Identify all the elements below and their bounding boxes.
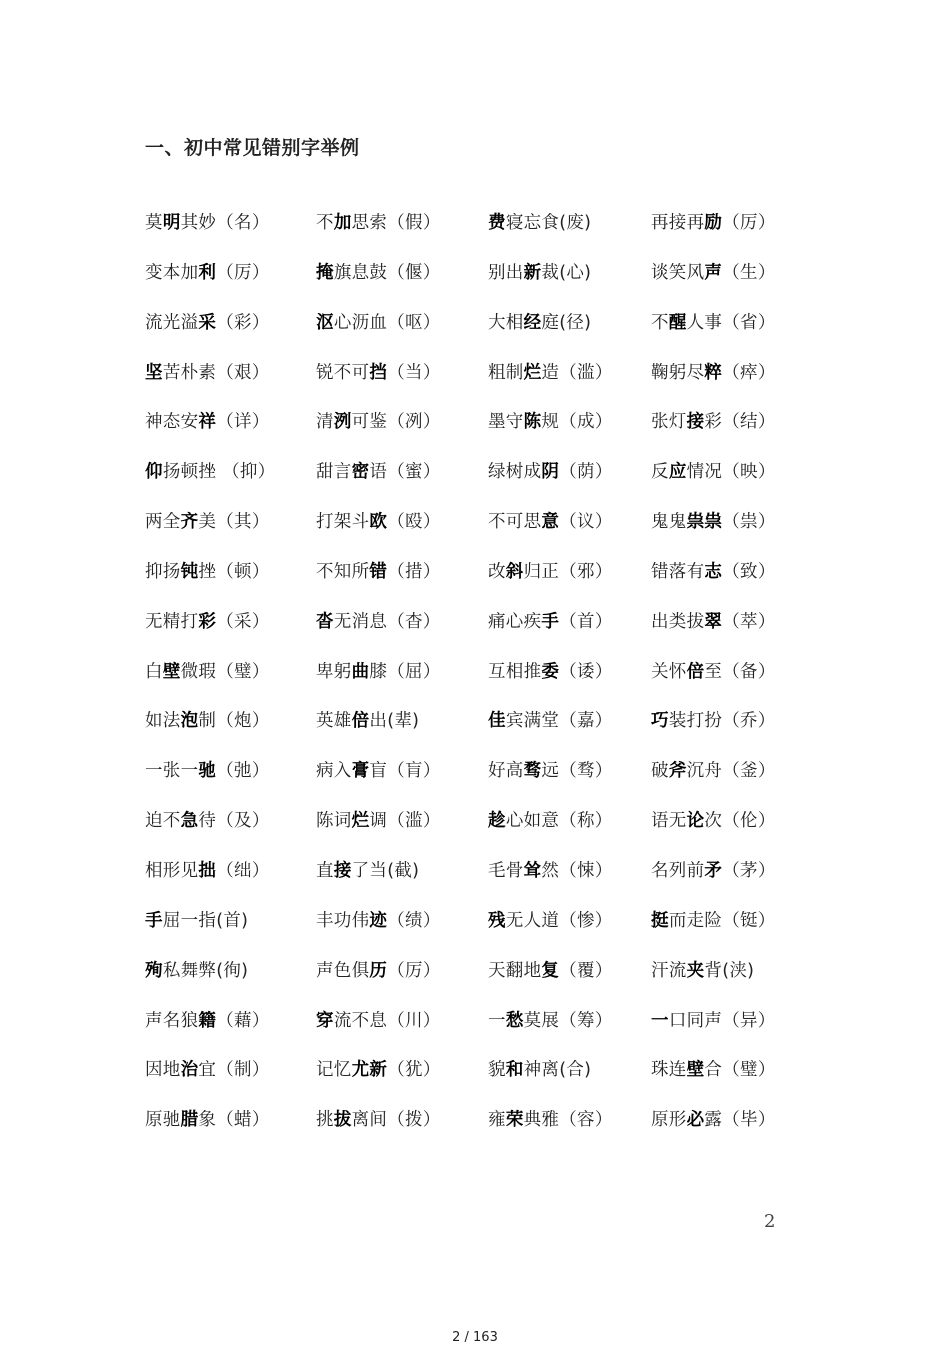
entry-suffix: （厉）	[216, 262, 270, 283]
entry-suffix: 出(辈)	[369, 711, 420, 732]
word-entry	[316, 857, 419, 882]
entry-prefix: 毛骨	[488, 860, 524, 881]
entry-suffix: 无消息（杳）	[333, 611, 441, 632]
typo-character: 密	[351, 462, 370, 483]
typo-character: 坚	[145, 362, 163, 383]
word-entry	[651, 458, 776, 483]
word-entry	[488, 458, 613, 483]
entry-prefix: 天翻地	[488, 960, 542, 981]
entry-suffix: 露（毕）	[704, 1110, 776, 1131]
entry-prefix: 再接再	[651, 213, 705, 233]
typo-character: 历	[369, 960, 388, 981]
entry-prefix: 声名狼	[145, 1010, 199, 1031]
typo-character: 佳	[488, 711, 506, 732]
typo-character: 荣	[505, 1110, 524, 1131]
entry-suffix: 调（滥）	[369, 811, 441, 832]
word-entry	[145, 259, 270, 284]
word-entry	[651, 707, 776, 732]
typo-character: 拔	[333, 1110, 352, 1131]
typo-character: 治	[180, 1060, 199, 1081]
entry-prefix: 不	[651, 312, 669, 333]
word-entry	[316, 658, 441, 683]
entry-suffix: （厉）	[722, 213, 776, 233]
entry-suffix: （首）	[559, 611, 613, 632]
entry-suffix: 私舞弊(徇)	[162, 960, 249, 981]
typo-character: 手	[541, 611, 560, 632]
entry-suffix: 然（悚）	[541, 860, 613, 881]
entry-prefix: 绿树成	[488, 462, 542, 483]
word-entry	[145, 558, 270, 583]
entry-suffix: （厉）	[387, 960, 441, 981]
typo-character: 挡	[369, 362, 388, 383]
typo-character: 委	[541, 661, 560, 682]
typo-character: 欧	[369, 512, 388, 533]
entry-prefix: 语无	[651, 811, 687, 832]
entry-prefix: 谈笑风	[651, 262, 705, 283]
typo-character: 烂	[523, 362, 542, 383]
entry-prefix: 英雄	[316, 711, 352, 732]
word-entry	[651, 558, 776, 583]
typo-character: 仰	[145, 462, 163, 483]
typo-character: 陈	[523, 412, 542, 433]
entry-suffix: 而走险（铤）	[668, 910, 776, 931]
entry-suffix: 挫（顿）	[198, 561, 270, 582]
entry-suffix: 寝忘食(废)	[505, 213, 592, 233]
word-entry	[651, 857, 776, 882]
entry-suffix: 宾满堂（嘉）	[505, 711, 613, 732]
entry-prefix: 如法	[145, 711, 181, 732]
typo-character: 壁	[686, 1060, 705, 1081]
entry-prefix: 白	[145, 661, 163, 682]
word-entry	[316, 508, 441, 533]
entry-suffix: 造（滥）	[541, 362, 613, 383]
entry-suffix: 膝（屈）	[369, 661, 441, 682]
typo-character: 加	[333, 213, 352, 233]
typo-character: 声	[704, 262, 723, 283]
typo-character: 利	[198, 262, 217, 283]
word-entry	[145, 359, 270, 384]
entry-prefix: 因地	[145, 1060, 181, 1081]
typo-character: 倍	[351, 711, 370, 732]
entry-suffix: （绌）	[216, 860, 270, 881]
entry-suffix: 背(浃)	[704, 960, 755, 981]
word-entry	[316, 807, 441, 832]
entry-suffix: 待（及）	[198, 811, 270, 832]
typo-character: 采	[198, 312, 217, 333]
typo-character: 矛	[704, 860, 723, 881]
entry-prefix: 声色俱	[316, 960, 370, 981]
typo-character: 趁	[488, 811, 506, 832]
word-entry	[488, 1056, 591, 1081]
word-entry	[651, 359, 776, 384]
typo-character: 籍	[198, 1010, 217, 1031]
entry-suffix: （采）	[216, 611, 270, 632]
entry-prefix: 病入	[316, 761, 352, 782]
entry-suffix: 情况（映）	[686, 462, 776, 483]
entry-suffix: 美（其）	[198, 512, 270, 533]
word-entry	[488, 658, 613, 683]
entry-suffix: （生）	[722, 262, 776, 283]
entry-prefix: 墨守	[488, 412, 524, 433]
entry-suffix: 远（骛）	[541, 761, 613, 782]
typo-character: 泡	[180, 711, 199, 732]
word-entry	[488, 757, 613, 782]
typo-character: 接	[333, 860, 352, 881]
entry-prefix: 关怀	[651, 661, 687, 682]
typo-character: 接	[686, 412, 705, 433]
entry-suffix: 离间（拨）	[351, 1110, 441, 1131]
entry-prefix: 丰功伟	[316, 910, 370, 931]
entry-prefix: 一	[488, 1010, 506, 1031]
entry-prefix: 互相推	[488, 661, 542, 682]
typo-character: 费	[488, 213, 506, 233]
word-entry	[488, 1106, 613, 1131]
entry-suffix: （当）	[387, 362, 441, 383]
entry-suffix: 神离(合)	[523, 1060, 592, 1081]
entry-prefix: 神态安	[145, 412, 199, 433]
typo-character: 明	[162, 213, 181, 233]
word-entry	[316, 907, 441, 932]
word-entry	[651, 1056, 776, 1081]
word-entry	[316, 757, 441, 782]
entry-prefix: 好高	[488, 761, 524, 782]
entry-suffix: 盲（肓）	[369, 761, 441, 782]
word-entry	[145, 1106, 270, 1131]
word-entry	[488, 807, 613, 832]
typo-character: 复	[541, 960, 560, 981]
word-entry	[488, 558, 613, 583]
typo-character: 拙	[198, 860, 217, 881]
typo-character: 钝	[180, 561, 199, 582]
entry-prefix: 大相	[488, 312, 524, 333]
typo-character: 腊	[180, 1110, 199, 1131]
entry-prefix: 貌	[488, 1060, 506, 1081]
entry-prefix: 反	[651, 462, 669, 483]
word-entry	[651, 757, 776, 782]
entry-prefix: 原驰	[145, 1110, 181, 1131]
entry-suffix: （措）	[387, 561, 441, 582]
word-entry	[145, 707, 270, 732]
entry-suffix: 旗息鼓（偃）	[333, 262, 441, 283]
typo-character: 祥	[198, 412, 217, 433]
entry-prefix: 别出	[488, 262, 524, 283]
entry-prefix: 珠连	[651, 1060, 687, 1081]
word-entry	[651, 907, 776, 932]
typo-character: 愁	[505, 1010, 524, 1031]
entry-suffix: （殴）	[387, 512, 441, 533]
entry-prefix: 不可思	[488, 512, 542, 533]
entry-suffix: 装打扮（乔）	[668, 711, 776, 732]
entry-suffix: 莫展（筹）	[523, 1010, 613, 1031]
word-entry	[316, 707, 419, 732]
entry-prefix: 粗制	[488, 362, 524, 383]
word-entry	[145, 508, 270, 533]
entry-prefix: 无精打	[145, 611, 199, 632]
typo-character: 膏	[351, 761, 370, 782]
typo-character: 驰	[198, 761, 217, 782]
word-entry	[145, 857, 270, 882]
entry-prefix: 一张一	[145, 761, 199, 782]
typo-character: 曲	[351, 661, 370, 682]
entry-suffix: 象（蜡）	[198, 1110, 270, 1131]
entry-suffix: 至（备）	[704, 661, 776, 682]
entry-suffix: 心如意（称）	[505, 811, 613, 832]
entry-prefix: 出类拔	[651, 611, 705, 632]
word-entry	[651, 957, 754, 982]
entry-suffix: （弛）	[216, 761, 270, 782]
word-entry	[488, 907, 613, 932]
typo-character: 彩	[198, 611, 217, 632]
word-entry	[145, 408, 270, 433]
word-entry	[316, 1056, 441, 1081]
word-entry	[316, 408, 441, 433]
typo-character: 经	[523, 312, 542, 333]
entry-suffix: 合（璧）	[704, 1060, 776, 1081]
typo-character: 夹	[686, 960, 705, 981]
typo-character: 斜	[505, 561, 524, 582]
typo-character: 意	[541, 512, 560, 533]
entry-prefix: 清	[316, 412, 334, 433]
word-entry	[145, 458, 275, 483]
entry-suffix: （致）	[722, 561, 776, 582]
entry-prefix: 汗流	[651, 960, 687, 981]
entry-suffix: 其妙（名）	[180, 213, 270, 233]
entry-suffix: 口同声（异）	[668, 1010, 776, 1031]
typo-character: 翠	[704, 611, 723, 632]
typo-character: 齐	[180, 512, 199, 533]
entry-prefix: 卑躬	[316, 661, 352, 682]
typo-character: 急	[180, 811, 199, 832]
entry-prefix: 不	[316, 213, 334, 233]
entry-prefix: 莫	[145, 213, 163, 233]
entry-suffix: （藉）	[216, 1010, 270, 1031]
entry-suffix: 沉舟（釜）	[686, 761, 776, 782]
entry-suffix: （犹）	[387, 1060, 441, 1081]
word-entry	[145, 1056, 270, 1081]
typo-character: 洌	[333, 412, 352, 433]
entry-prefix: 流光溢	[145, 312, 199, 333]
entry-suffix: （茅）	[722, 860, 776, 881]
word-entry	[488, 359, 613, 384]
entry-prefix: 直	[316, 860, 334, 881]
word-entry	[145, 1007, 270, 1032]
word-entry	[145, 209, 270, 234]
typo-character: 必	[686, 1110, 705, 1131]
entry-prefix: 雍	[488, 1110, 506, 1131]
entry-suffix: 制（炮）	[198, 711, 270, 732]
entry-suffix: （萃）	[722, 611, 776, 632]
word-entry	[145, 807, 270, 832]
entry-prefix: 错落有	[651, 561, 705, 582]
entry-prefix: 原形	[651, 1110, 687, 1131]
entry-suffix: 了当(截)	[351, 860, 420, 881]
word-entry	[488, 707, 613, 732]
entry-suffix: 可鉴（冽）	[351, 412, 441, 433]
entry-prefix: 鬼鬼	[651, 512, 687, 533]
word-entry	[651, 259, 776, 284]
entry-suffix: （瘁）	[722, 362, 776, 383]
word-entry	[145, 907, 248, 932]
entry-suffix: 裁(心)	[541, 262, 592, 283]
entry-suffix: （彩）	[216, 312, 270, 333]
word-entry	[651, 408, 776, 433]
word-entry	[651, 1106, 776, 1131]
typo-character: 骛	[523, 761, 542, 782]
entry-prefix: 改	[488, 561, 506, 582]
entry-prefix: 陈词	[316, 811, 352, 832]
entry-prefix: 甜言	[316, 462, 352, 483]
entry-prefix: 记忆	[316, 1060, 352, 1081]
entry-prefix: 抑扬	[145, 561, 181, 582]
word-entry	[316, 1007, 441, 1032]
word-entry	[316, 458, 441, 483]
entry-suffix: 无人道（惨）	[505, 910, 613, 931]
typo-character: 错	[369, 561, 388, 582]
typo-character: 巧	[651, 711, 669, 732]
entry-suffix: 宜（制）	[198, 1060, 270, 1081]
entry-suffix: 流不息（川）	[333, 1010, 441, 1031]
typo-character: 穿	[316, 1010, 334, 1031]
typo-character: 和	[505, 1060, 524, 1081]
entry-suffix: 屈一指(首)	[162, 910, 249, 931]
entry-prefix: 名列前	[651, 860, 705, 881]
word-entry	[651, 1007, 776, 1032]
typo-character: 壁	[162, 661, 181, 682]
typo-character: 应	[668, 462, 687, 483]
word-entry	[651, 658, 776, 683]
entry-suffix: 次（伦）	[704, 811, 776, 832]
entry-prefix: 张灯	[651, 412, 687, 433]
word-entry	[145, 309, 270, 334]
entry-prefix: 打架斗	[316, 512, 370, 533]
entry-suffix: （荫）	[559, 462, 613, 483]
entry-suffix: （覆）	[559, 960, 613, 981]
entry-prefix: 痛心疾	[488, 611, 542, 632]
entry-suffix: （绩）	[387, 910, 441, 931]
typo-character: 掩	[316, 262, 334, 283]
word-entry	[316, 1106, 441, 1131]
word-entry	[316, 558, 441, 583]
entry-suffix: （议）	[559, 512, 613, 533]
entry-suffix: 彩（结）	[704, 412, 776, 433]
entry-suffix: 扬顿挫 （抑）	[162, 462, 276, 483]
word-entry	[488, 408, 613, 433]
page-counter: 2 / 163	[452, 1330, 498, 1345]
word-entry	[145, 658, 270, 683]
typo-character: 残	[488, 910, 506, 931]
word-entry	[651, 209, 776, 234]
typo-character: 论	[686, 811, 705, 832]
entry-suffix: 微瑕（璧）	[180, 661, 270, 682]
typo-character: 尤新	[351, 1060, 388, 1081]
word-entry	[316, 957, 441, 982]
page-number: 2	[764, 1211, 776, 1232]
entry-prefix: 破	[651, 761, 669, 782]
word-entry	[316, 359, 441, 384]
entry-suffix: （详）	[216, 412, 270, 433]
entry-suffix: 规（成）	[541, 412, 613, 433]
section-title: 一、初中常见错别字举例	[145, 137, 360, 159]
word-entry	[145, 608, 270, 633]
typo-character: 沤	[316, 312, 334, 333]
word-entry	[488, 309, 591, 334]
entry-prefix: 鞠躬尽	[651, 362, 705, 383]
typo-character: 粹	[704, 362, 723, 383]
word-entry	[488, 508, 613, 533]
word-entry	[145, 957, 248, 982]
word-entry	[651, 608, 776, 633]
entry-suffix: 庭(径)	[541, 312, 592, 333]
typo-character: 殉	[145, 960, 163, 981]
typo-character: 一	[651, 1010, 669, 1031]
typo-character: 醒	[668, 312, 687, 333]
entry-suffix: 思索（假）	[351, 213, 441, 233]
typo-character: 沓	[316, 611, 334, 632]
word-entry	[651, 807, 776, 832]
typo-character: 励	[704, 213, 723, 233]
word-entry	[651, 309, 776, 334]
typo-character: 烂	[351, 811, 370, 832]
typo-character: 祟祟	[686, 512, 723, 533]
word-entry	[651, 508, 776, 533]
entry-suffix: （祟）	[722, 512, 776, 533]
entry-prefix: 变本加	[145, 262, 199, 283]
typo-character: 新	[523, 262, 542, 283]
word-entry	[316, 309, 441, 334]
entry-prefix: 两全	[145, 512, 181, 533]
typo-character: 倍	[686, 661, 705, 682]
typo-character: 阴	[541, 462, 560, 483]
typo-character: 迹	[369, 910, 388, 931]
entry-prefix: 挑	[316, 1110, 334, 1131]
entry-prefix: 不知所	[316, 561, 370, 582]
typo-character: 手	[145, 910, 163, 931]
entry-suffix: （诿）	[559, 661, 613, 682]
entry-suffix: 人事（省）	[686, 312, 776, 333]
typo-character: 挺	[651, 910, 669, 931]
word-entry	[316, 608, 441, 633]
word-entry	[488, 608, 613, 633]
entry-prefix: 迫不	[145, 811, 181, 832]
word-entry	[488, 209, 591, 234]
word-entry	[488, 259, 591, 284]
entry-suffix: 苦朴素（艰）	[162, 362, 270, 383]
entry-suffix: 归正（邪）	[523, 561, 613, 582]
word-entry	[145, 757, 270, 782]
word-entry	[488, 857, 613, 882]
entry-prefix: 相形见	[145, 860, 199, 881]
typo-character: 耸	[523, 860, 542, 881]
entry-suffix: 语（蜜）	[369, 462, 441, 483]
word-entry	[316, 209, 441, 234]
word-entry	[488, 957, 613, 982]
entry-suffix: 典雅（容）	[523, 1110, 613, 1131]
entry-prefix: 锐不可	[316, 362, 370, 383]
word-entry	[488, 1007, 613, 1032]
typo-character: 志	[704, 561, 723, 582]
entry-suffix: 心沥血（呕）	[333, 312, 441, 333]
word-entry	[316, 259, 441, 284]
typo-character: 斧	[668, 761, 687, 782]
